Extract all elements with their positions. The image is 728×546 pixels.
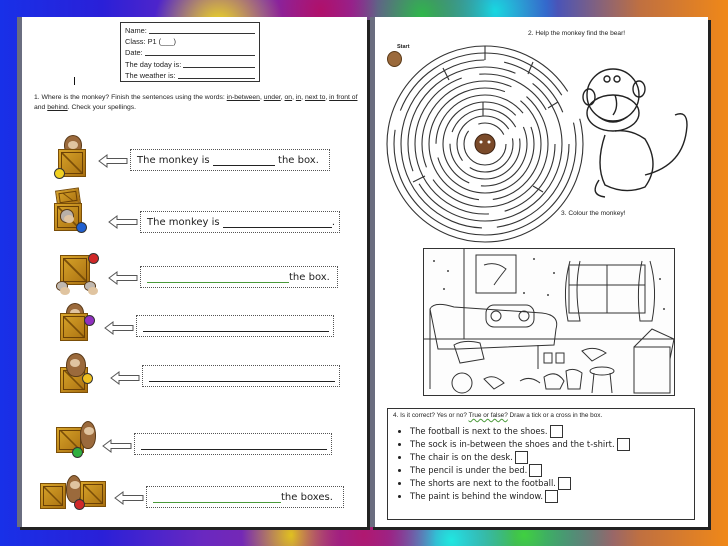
answer-box[interactable] <box>142 365 340 387</box>
answer-box[interactable] <box>130 149 330 171</box>
monkey-next-to-box-image <box>54 417 98 461</box>
exercise-row <box>22 351 367 401</box>
statement-text: The shorts are next to the football. <box>410 478 556 488</box>
exercise-row <box>22 417 367 467</box>
answer-blank[interactable] <box>223 217 332 228</box>
sentence-prefix: The monkey is <box>147 217 220 228</box>
word-in-front-of: in front of <box>329 94 358 101</box>
word-behind: behind <box>47 104 68 111</box>
tick-checkbox[interactable] <box>550 425 563 438</box>
sentence-suffix: the box. <box>289 272 330 283</box>
exercise-row <box>22 253 367 303</box>
exercise-row <box>22 191 367 241</box>
q4-title-a: 4. Is it correct? Yes or no? <box>393 412 467 419</box>
sentence-suffix: the box. <box>278 155 319 166</box>
question-3-title: 3. Colour the monkey! <box>561 210 626 217</box>
monkey-under-box-image <box>56 253 100 297</box>
q1-outro: Check your spellings. <box>71 104 137 111</box>
date-line <box>145 47 255 56</box>
answer-box[interactable] <box>140 266 338 288</box>
question-1-instructions: 1. Where is the monkey? Finish the sentences using the words: in-between, under, on, in, next to, in front of and behind. Check your spellings. <box>34 94 358 111</box>
sentence-suffix: the boxes. <box>281 492 333 503</box>
statement-text: The football is next to the shoes. <box>410 426 548 436</box>
statement-item <box>410 451 689 464</box>
weather-line <box>178 70 255 79</box>
word-next-to: next to <box>304 94 326 101</box>
answer-blank[interactable] <box>141 439 327 450</box>
exercise-row <box>22 135 367 185</box>
answer-blank[interactable] <box>213 155 275 166</box>
weather-row <box>125 70 255 81</box>
statement-text: The paint is behind the window. <box>410 491 544 501</box>
sentence-prefix: The monkey is <box>137 155 210 166</box>
monkey-behind-box-image <box>56 301 100 345</box>
arrow-left-icon <box>108 215 138 229</box>
name-line <box>149 25 255 34</box>
day-row <box>125 59 255 70</box>
tick-checkbox[interactable] <box>617 438 630 451</box>
q1-intro: 1. Where is the monkey? Finish the sentences using the words: <box>34 94 225 101</box>
arrow-left-icon <box>114 491 144 505</box>
monkey-in-between-boxes-image <box>40 473 110 517</box>
statement-item <box>410 490 689 503</box>
tick-checkbox[interactable] <box>558 477 571 490</box>
arrow-left-icon <box>110 371 140 385</box>
word-in-between: in-between <box>226 94 260 101</box>
statement-item <box>410 477 689 490</box>
answer-blank[interactable] <box>147 272 289 283</box>
date-label: Date: <box>125 48 143 58</box>
circular-maze[interactable] <box>383 42 588 247</box>
arrow-left-icon <box>108 271 138 285</box>
text-cursor <box>74 77 75 85</box>
weather-label: The weather is: <box>125 70 176 80</box>
bear-icon <box>475 134 495 154</box>
statement-text: The pencil is under the bed. <box>410 465 528 475</box>
date-row <box>125 47 255 58</box>
answer-blank[interactable] <box>143 321 329 332</box>
messy-bedroom-picture <box>423 248 675 396</box>
maze-start-label: Start <box>397 44 410 50</box>
statement-text: The chair is on the desk. <box>410 452 513 462</box>
class-label: Class: P1 (___) <box>125 37 176 47</box>
word-under: under <box>263 94 281 101</box>
answer-box[interactable] <box>136 315 334 337</box>
answer-blank[interactable] <box>149 371 335 382</box>
sentence-suffix: . <box>331 217 335 228</box>
class-row <box>125 36 255 47</box>
name-label: Name: <box>125 26 147 35</box>
monkey-in-box-image <box>50 189 94 233</box>
answer-blank[interactable] <box>153 492 281 503</box>
statement-item <box>410 425 689 438</box>
question-4-title <box>393 412 689 419</box>
bedroom-illustration <box>424 249 675 396</box>
question-4-box <box>387 408 695 520</box>
arrow-left-icon <box>102 439 132 453</box>
answer-box[interactable] <box>140 211 340 233</box>
student-info-box <box>120 22 260 82</box>
statement-item <box>410 464 689 477</box>
answer-box[interactable] <box>134 433 332 455</box>
statement-list <box>393 425 689 503</box>
arrow-left-icon <box>104 321 134 335</box>
tick-checkbox[interactable] <box>529 464 542 477</box>
worksheet-page-right <box>370 17 708 527</box>
question-2-title: 2. Help the monkey find the bear! <box>528 30 626 37</box>
name-row <box>125 25 255 36</box>
monkey-on-box-image <box>52 135 96 179</box>
day-line <box>183 59 255 68</box>
answer-box[interactable] <box>146 486 344 508</box>
q4-title-b: Draw a tick or a cross in the box. <box>509 412 603 419</box>
tick-checkbox[interactable] <box>545 490 558 503</box>
worksheet-page-left <box>17 17 367 527</box>
exercise-row <box>22 473 367 523</box>
statement-item <box>410 438 689 451</box>
q4-true-false: True or false? <box>468 412 508 419</box>
monkey-colouring-picture[interactable] <box>575 55 695 205</box>
arrow-left-icon <box>98 154 128 168</box>
word-in: in <box>295 94 302 101</box>
word-on: on <box>284 94 293 101</box>
exercise-row <box>22 301 367 351</box>
day-label: The day today is: <box>125 59 182 69</box>
tick-checkbox[interactable] <box>515 451 528 464</box>
statement-text: The sock is in-between the shoes and the t-shirt. <box>410 439 615 449</box>
monkey-in-front-of-box-image <box>58 349 102 393</box>
